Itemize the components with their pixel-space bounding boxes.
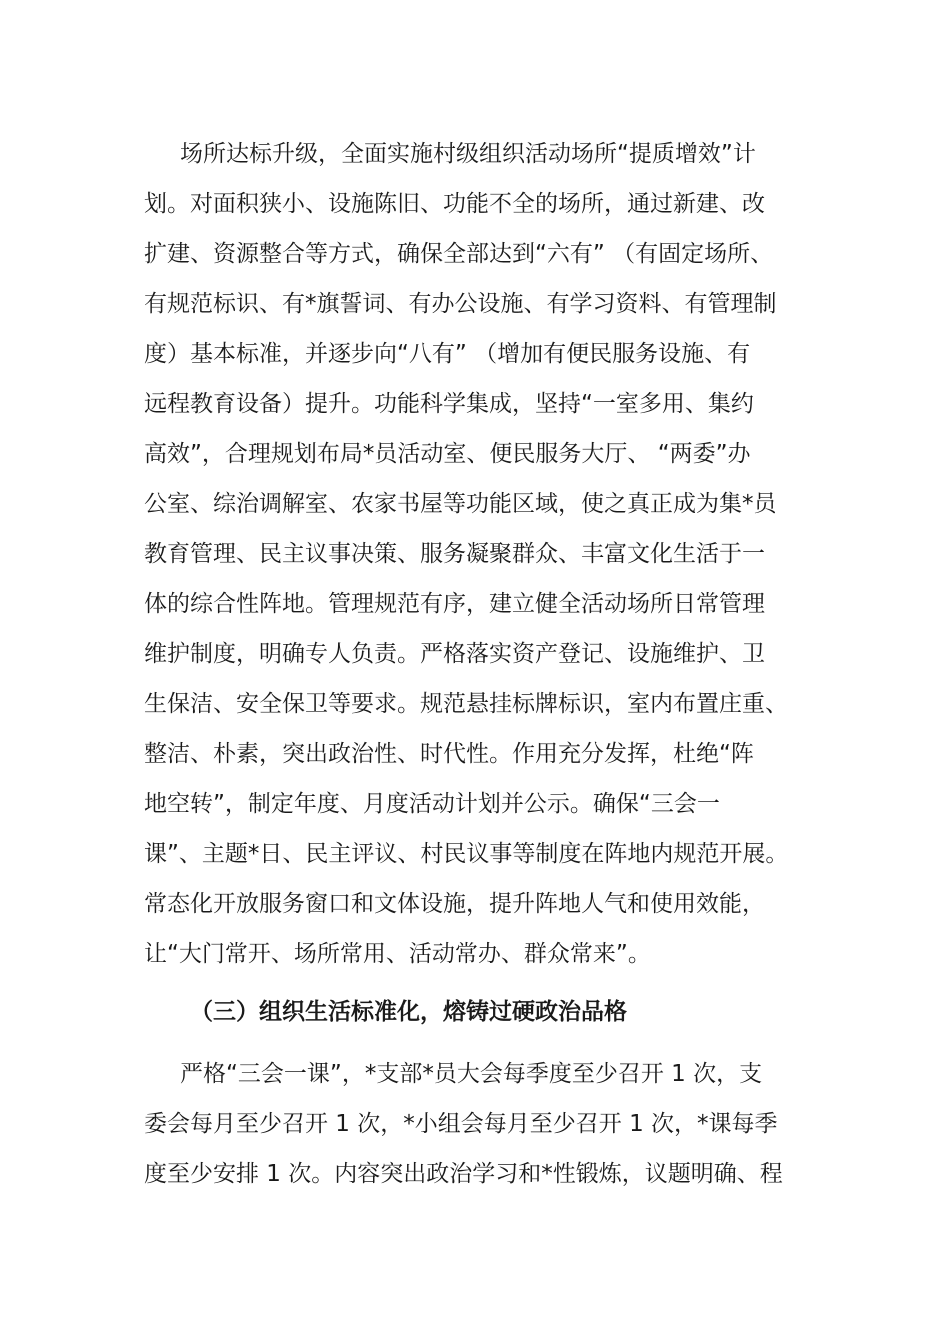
- paragraph-line: 远程教育设备）提升。功能科学集成，坚持“一室多用、集约: [144, 391, 754, 417]
- paragraph-line: 公室、综治调解室、农家书屋等功能区域，使之真正成为集*员: [144, 491, 777, 517]
- paragraph-line: 有规范标识、有*旗誓词、有办公设施、有学习资料、有管理制: [144, 291, 777, 317]
- paragraph-line: 委会每月至少召开 1 次，*小组会每月至少召开 1 次，*课每季: [144, 1111, 778, 1137]
- paragraph-line: 维护制度，明确专人负责。严格落实资产登记、设施维护、卫: [144, 641, 765, 667]
- paragraph-line: 常态化开放服务窗口和文体设施，提升阵地人气和使用效能，: [144, 891, 765, 917]
- paragraph-line: 教育管理、民主议事决策、服务凝聚群众、丰富文化生活于一: [144, 541, 765, 567]
- paragraph-line: 度）基本标准，并逐步向“八有” （增加有便民服务设施、有: [144, 341, 751, 367]
- paragraph-line: 体的综合性阵地。管理规范有序，建立健全活动场所日常管理: [144, 591, 765, 617]
- paragraph-line: 整洁、朴素，突出政治性、时代性。作用充分发挥，杜绝“阵: [144, 741, 754, 767]
- paragraph-line: 生保洁、安全保卫等要求。规范悬挂标牌标识，室内布置庄重、: [144, 691, 788, 717]
- paragraph-line: 让“大门常开、场所常用、活动常办、群众常来”。: [144, 941, 651, 967]
- paragraph-line: 地空转”，制定年度、月度活动计划并公示。确保“三会一: [144, 791, 720, 817]
- paragraph-line: 划。对面积狭小、设施陈旧、功能不全的场所，通过新建、改: [144, 191, 765, 217]
- paragraph-line: 严格“三会一课”，*支部*员大会每季度至少召开 1 次，支: [180, 1061, 763, 1087]
- paragraph-line: 课”、主题*日、民主评议、村民议事等制度在阵地内规范开展。: [144, 841, 789, 867]
- paragraph-line: 场所达标升级，全面实施村级组织活动场所“提质增效”计: [180, 141, 756, 167]
- section-heading: （三）组织生活标准化，熔铸过硬政治品格: [190, 999, 627, 1025]
- paragraph-line: 高效”，合理规划布局*员活动室、便民服务大厅、 “两委”办: [144, 441, 751, 467]
- paragraph-line: 扩建、资源整合等方式，确保全部达到“六有” （有固定场所、: [144, 241, 774, 267]
- paragraph-line: 度至少安排 1 次。内容突出政治学习和*性锻炼，议题明确、程: [144, 1161, 783, 1187]
